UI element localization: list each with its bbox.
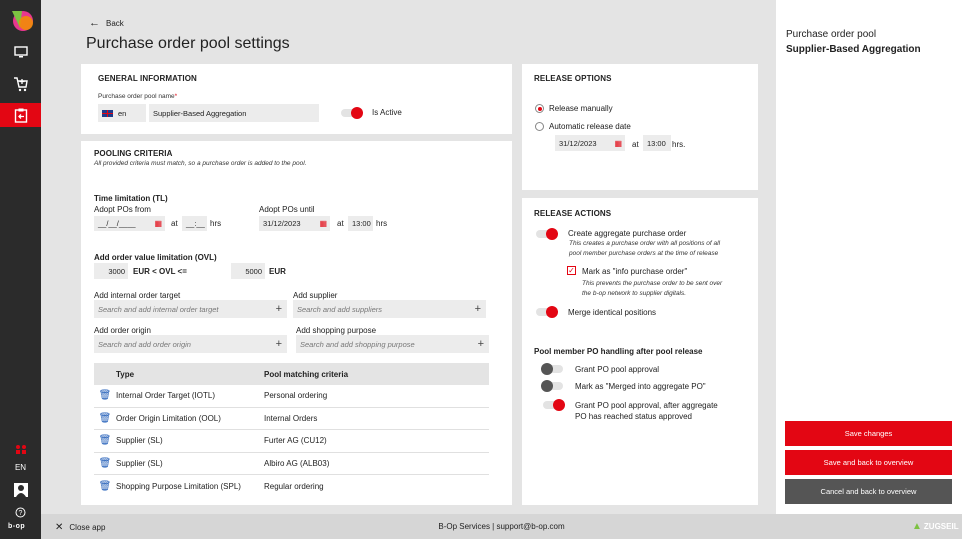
shopping-search-input[interactable]: Search and add shopping purpose + [296, 335, 489, 353]
plus-icon[interactable]: + [275, 303, 282, 315]
auto-release-radio[interactable] [535, 122, 544, 131]
info-po-desc-1: This prevents the purchase order to be sent over [582, 280, 723, 287]
section-title: RELEASE ACTIONS [534, 209, 612, 218]
plus-icon[interactable]: + [474, 303, 481, 315]
summary-panel [776, 0, 962, 514]
iot-search-input[interactable]: Search and add internal order target + [94, 300, 287, 318]
until-at: at [337, 219, 344, 228]
clipboard-icon[interactable] [0, 103, 41, 127]
user-icon[interactable] [0, 480, 41, 500]
release-manually-radio[interactable] [535, 104, 544, 113]
create-aggregate-desc-1: This creates a purchase order with all positions of all [569, 240, 721, 247]
ovl-operator: EUR < OVL <= [133, 267, 187, 276]
close-app-link[interactable]: ✕ Close app [55, 522, 106, 533]
from-time-input[interactable]: __:__ [182, 216, 207, 231]
footer-center-text: B-Op Services | support@b-op.com [438, 522, 565, 531]
release-at: at [632, 140, 639, 149]
until-time-input[interactable]: 13:00 [348, 216, 373, 231]
from-at: at [171, 219, 178, 228]
back-link[interactable]: ← Back [89, 17, 124, 29]
calendar-icon: ▦ [154, 219, 162, 228]
until-label: Adopt POs until [259, 205, 315, 214]
logo-icon[interactable] [0, 8, 41, 34]
pooling-criteria-card [81, 141, 512, 505]
from-label: Adopt POs from [94, 205, 151, 214]
ovl-max-input[interactable]: 5000 [231, 263, 265, 279]
trash-icon[interactable]: 🗑 [98, 390, 112, 402]
info-po-label: Mark as "info purchase order" [582, 267, 688, 276]
community-icon[interactable] [0, 440, 41, 460]
origin-label: Add order origin [94, 326, 151, 335]
member-handling-title: Pool member PO handling after pool release [534, 347, 703, 356]
general-information-card [81, 64, 512, 134]
cancel-and-back-button[interactable]: Cancel and back to overview [785, 479, 952, 504]
trash-icon[interactable]: 🗑 [98, 458, 112, 470]
grant-after-label-1: Grant PO pool approval, after aggregate [575, 401, 718, 410]
plus-icon[interactable]: + [477, 338, 484, 350]
create-aggregate-desc-2: pool member purchase orders at the time of release [569, 250, 719, 257]
brand-logo: b-op [8, 523, 26, 530]
release-date-input[interactable]: 31/12/2023 ▦ [555, 135, 625, 151]
svg-text:?: ? [18, 509, 23, 517]
grant-after-label-2: PO has reached status approved [575, 412, 692, 421]
save-and-back-button[interactable]: Save and back to overview [785, 450, 952, 475]
plus-icon[interactable]: + [275, 338, 282, 350]
trash-icon[interactable]: 🗑 [98, 435, 112, 447]
release-manually-label: Release manually [549, 104, 613, 113]
release-options-card [522, 64, 758, 190]
create-aggregate-label: Create aggregate purchase order [568, 229, 687, 238]
pool-name-label: Purchase order pool name* [98, 93, 178, 100]
iot-label: Add internal order target [94, 291, 181, 300]
release-hrs: hrs. [672, 140, 686, 149]
is-active-toggle[interactable] [339, 107, 363, 119]
help-icon[interactable] [0, 503, 41, 521]
summary-title: Purchase order pool [786, 29, 877, 40]
section-title: GENERAL INFORMATION [98, 74, 197, 83]
table-header [94, 363, 489, 385]
table-row: 🗑 Internal Order Target (IOTL) Personal ordering [94, 385, 489, 408]
mark-merged-toggle[interactable] [541, 380, 565, 392]
language-select[interactable]: en [98, 104, 146, 122]
merge-positions-toggle[interactable] [534, 306, 558, 318]
monitor-icon[interactable] [0, 40, 41, 64]
info-po-desc-2: the b-op network to supplier digitals. [582, 290, 687, 297]
grant-approval-label: Grant PO pool approval [575, 365, 660, 374]
origin-search-input[interactable]: Search and add order origin + [94, 335, 287, 353]
ovl-min-input[interactable]: 3000 [94, 263, 128, 279]
from-hrs: hrs [210, 219, 222, 228]
calendar-icon: ▦ [319, 219, 327, 228]
table-row: 🗑 Shopping Purpose Limitation (SPL) Regular ordering [94, 475, 489, 498]
arrow-left-icon: ← [89, 17, 100, 29]
pool-name-input[interactable]: Supplier-Based Aggregation [149, 104, 319, 122]
page-title: Purchase order pool settings [86, 35, 290, 52]
section-title: RELEASE OPTIONS [534, 74, 612, 83]
footer [41, 514, 962, 539]
main-content [41, 0, 776, 514]
until-date-input[interactable]: 31/12/2023 ▦ [259, 216, 330, 231]
trash-icon[interactable]: 🗑 [98, 481, 112, 493]
supplier-search-input[interactable]: Search and add suppliers + [293, 300, 486, 318]
summary-name: Supplier-Based Aggregation [786, 44, 921, 55]
ovl-title: Add order value limitation (OVL) [94, 253, 217, 262]
grant-after-toggle[interactable] [541, 399, 565, 411]
supplier-label: Add supplier [293, 291, 338, 300]
until-hrs: hrs [376, 219, 388, 228]
mark-merged-label: Mark as "Merged into aggregate PO" [575, 382, 706, 391]
trash-icon[interactable]: 🗑 [98, 412, 112, 424]
section-subtitle: All provided criteria must match, so a purchase order is added to the pool. [94, 160, 307, 167]
create-aggregate-toggle[interactable] [534, 228, 558, 240]
table-row: 🗑 Order Origin Limitation (OOL) Internal Orders [94, 408, 489, 431]
save-button[interactable]: Save changes [785, 421, 952, 446]
language-switch[interactable]: EN [14, 463, 27, 472]
column-header-type: Type [116, 369, 135, 379]
is-active-label: Is Active [372, 108, 402, 117]
tl-title: Time limitation (TL) [94, 194, 168, 203]
close-icon: ✕ [55, 522, 64, 533]
cart-icon[interactable] [0, 72, 41, 96]
shopping-label: Add shopping purpose [296, 326, 377, 335]
section-title: POOLING CRITERIA [94, 149, 173, 158]
column-header-criteria: Pool matching criteria [264, 369, 349, 379]
sidebar [0, 0, 41, 539]
from-date-input[interactable]: __/__/____ ▦ [94, 216, 165, 231]
auto-release-label: Automatic release date [549, 122, 631, 131]
release-time-input[interactable]: 13:00 [643, 135, 671, 151]
calendar-icon: ▦ [614, 138, 622, 148]
criteria-table [94, 363, 489, 498]
info-po-checkbox[interactable]: ✓ [568, 266, 575, 275]
table-row: 🗑 Supplier (SL) Albiro AG (ALB03) [94, 453, 489, 476]
ovl-unit: EUR [269, 267, 286, 276]
merge-positions-label: Merge identical positions [568, 308, 657, 317]
zugseil-logo: ▲ ZUGSEIL [912, 521, 959, 532]
grant-approval-toggle[interactable] [541, 363, 565, 375]
uk-flag-icon [102, 110, 113, 117]
release-actions-card [522, 198, 758, 505]
table-row: 🗑 Supplier (SL) Furter AG (CU12) [94, 430, 489, 453]
